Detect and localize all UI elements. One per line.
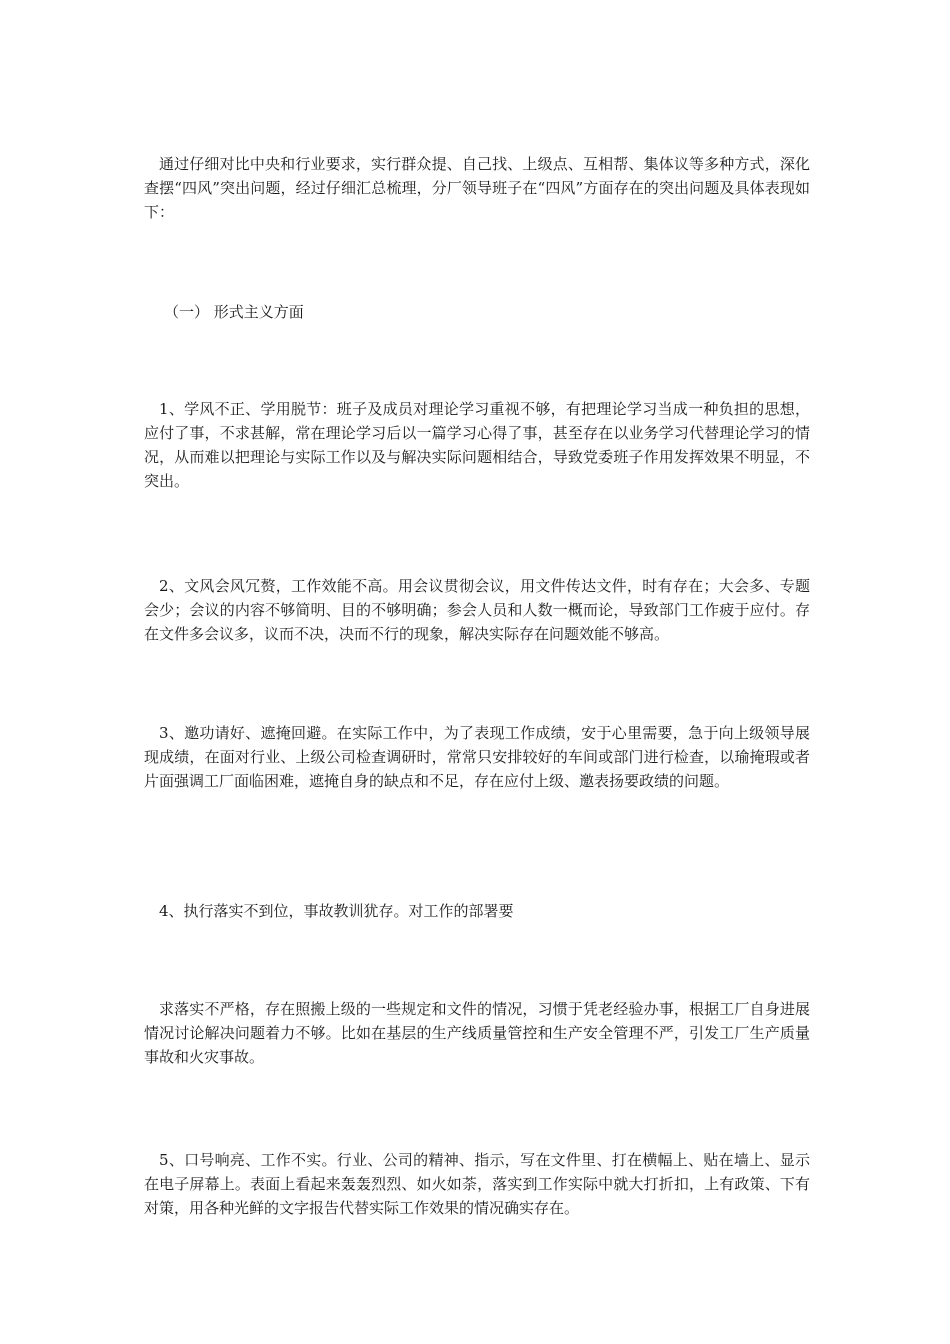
intro-paragraph: 通过仔细对比中央和行业要求，实行群众提、自己找、上级点、互相帮、集体议等多种方式，深化查摆“四风”突出问题，经过仔细汇总梳理，分厂领导班子在“四风”方面存在的突出问题及具体表现如下： — [144, 155, 810, 221]
item-3-paragraph: 3、邀功请好、遮掩回避。在实际工作中，为了表现工作成绩，安于心里需要，急于向上级领导展现成绩，在面对行业、上级公司检查调研时，常常只安排较好的车间或部门进行检查，以瑜掩瑕或者片面强调工厂面临困难，遮掩自身的缺点和不足，存在应付上级、邀表扬要政绩的问题。 — [144, 724, 810, 790]
item-5-paragraph: 5、口号响亮、工作不实。行业、公司的精神、指示，写在文件里、打在横幅上、贴在墙上、显示在电子屏幕上。表面上看起来轰轰烈烈、如火如荼，落实到工作实际中就大打折扣，上有政策、下有对策，用各种光鲜的文字报告代替实际工作效果的情况确实存在。 — [144, 1151, 810, 1217]
item-4-paragraph-continued: 求落实不严格，存在照搬上级的一些规定和文件的情况，习惯于凭老经验办事，根据工厂自身进展情况讨论解决问题着力不够。比如在基层的生产线质量管控和生产安全管理不严，引发工厂生产质量事故和火灾事故。 — [144, 1000, 810, 1066]
item-2-paragraph: 2、文风会风冗赘，工作效能不高。用会议贯彻会议，用文件传达文件，时有存在；大会多、专题会少；会议的内容不够简明、目的不够明确；参会人员和人数一概而论，导致部门工作疲于应付。存在文件多会议多，议而不决，决而不行的现象，解决实际存在问题效能不够高。 — [144, 577, 810, 643]
item-1-paragraph: 1、学风不正、学用脱节：班子及成员对理论学习重视不够，有把理论学习当成一种负担的思想，应付了事，不求甚解，常在理论学习后以一篇学习心得了事，甚至存在以业务学习代替理论学习的情况，从而难以把理论与实际工作以及与解决实际问题相结合，导致党委班子作用发挥效果不明显，不突出。 — [144, 400, 810, 490]
section-heading-formalism: （一） 形式主义方面 — [164, 303, 304, 321]
item-4-paragraph-start: 4、执行落实不到位，事故教训犹存。对工作的部署要 — [159, 902, 514, 920]
